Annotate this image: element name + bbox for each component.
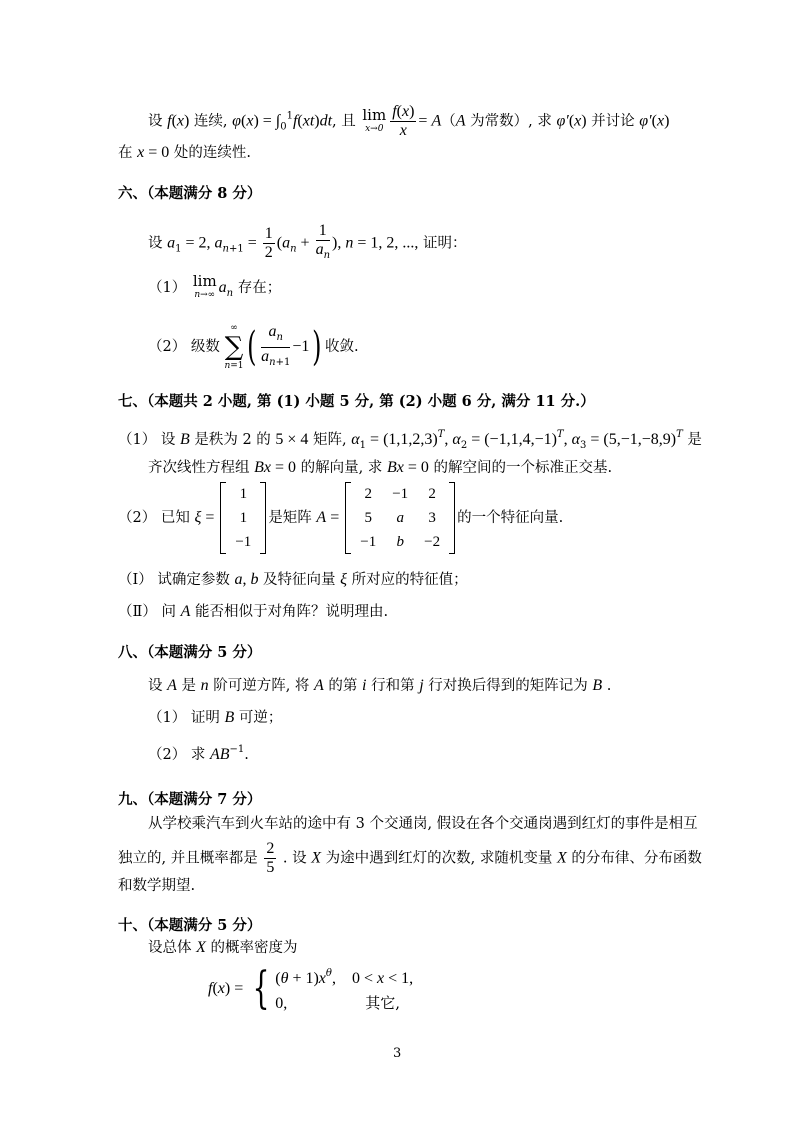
q9-heading: 九、（本题满分 7 分） <box>118 791 262 808</box>
q6-part-2: （2） 级数 ∞ ∑ n=1 ( $\frac{a_n}{a_{n+1}}$ −1) 收敛. <box>148 322 359 371</box>
q8-intro: 设 A 是 n 阶可逆方阵, 将 A 的第 i 行和第 j 行对换后得到的矩阵记为 B . <box>148 677 612 694</box>
page-number: 3 <box>393 1046 402 1061</box>
q10-heading: 十、（本题满分 5 分） <box>118 917 262 934</box>
q8-part-2: （2） 求 $AB^{-1}$. <box>148 744 249 763</box>
q7-part2: （2） 已知 ξ = 1 1 −1 是矩阵 A = 2 −1 2 5 a 3 −1 b −2 的一个特征向量. <box>118 482 563 554</box>
q6-intro: 设 $a_1 = 2$, $a_{n+1}$ = $\frac{1}{2}$ ($a_n$ + $\frac{1}{a_n}$ ), n = 1, 2, ..., 证明： <box>148 222 467 261</box>
q9-line-2: 独立的, 并且概率都是 $\frac{2}{5}$ . 设 X 为途中遇到红灯的次数, 求随机变量 X 的分布律、分布函数 <box>118 840 702 876</box>
q7-part1-line-1: （1） 设 B 是秩为 2 的 5 × 4 矩阵, $\alpha_1 = (1,1,2,3)^T$, $\alpha_2 = (-1,1,4,-1)^T$, $\alpha_3 = (5,-1,-8,9)^T$ 是 <box>118 429 702 451</box>
q5-line-2: 在 x = 0 处的连续性. <box>118 144 251 161</box>
q5-line-1: 设 f(x) 连续, $\varphi(x) = \int_0^1f(xt)dt$, 且 lim x→0 $\frac{f(x)}{x}$ = A（A 为常数）, 求 φ′(x) 并讨论 φ′(x) <box>148 103 670 139</box>
q6-part-1: （1） lim n→∞ $a_n$ 存在； <box>148 272 282 300</box>
q10-density: f(x) = { $(\theta + 1)x^\theta$, 0 < x < 1, 0, 其它, <box>208 963 414 1014</box>
q7-sub-1: （Ⅰ） 试确定参数 a, b 及特征向量 ξ 所对应的特征值； <box>118 571 468 588</box>
q8-heading: 八、（本题满分 5 分） <box>118 644 262 661</box>
vector-xi: 1 1 −1 <box>220 482 266 554</box>
q7-sub-2: （Ⅱ） 问 A 能否相似于对角阵？说明理由. <box>118 603 389 620</box>
q7-heading: 七、（本题共 2 小题, 第 (1) 小题 5 分, 第 (2) 小题 6 分, 满分 11 分.） <box>118 393 595 410</box>
matrix-a: 2 −1 2 5 a 3 −1 b −2 <box>345 482 455 554</box>
q7-part1-line-2: 齐次线性方程组 Bx = 0 的解向量, 求 Bx = 0 的解空间的一个标准正交基. <box>148 459 613 476</box>
q9-line-3: 和数学期望. <box>118 878 196 894</box>
q10-intro: 设总体 X 的概率密度为 <box>148 939 298 956</box>
q6-heading: 六、（本题满分 8 分） <box>118 185 262 202</box>
q8-part-1: （1） 证明 B 可逆； <box>148 709 283 726</box>
q9-line-1: 从学校乘汽车到火车站的途中有 3 个交通岗, 假设在各个交通岗遇到红灯的事件是相互 <box>148 816 698 832</box>
